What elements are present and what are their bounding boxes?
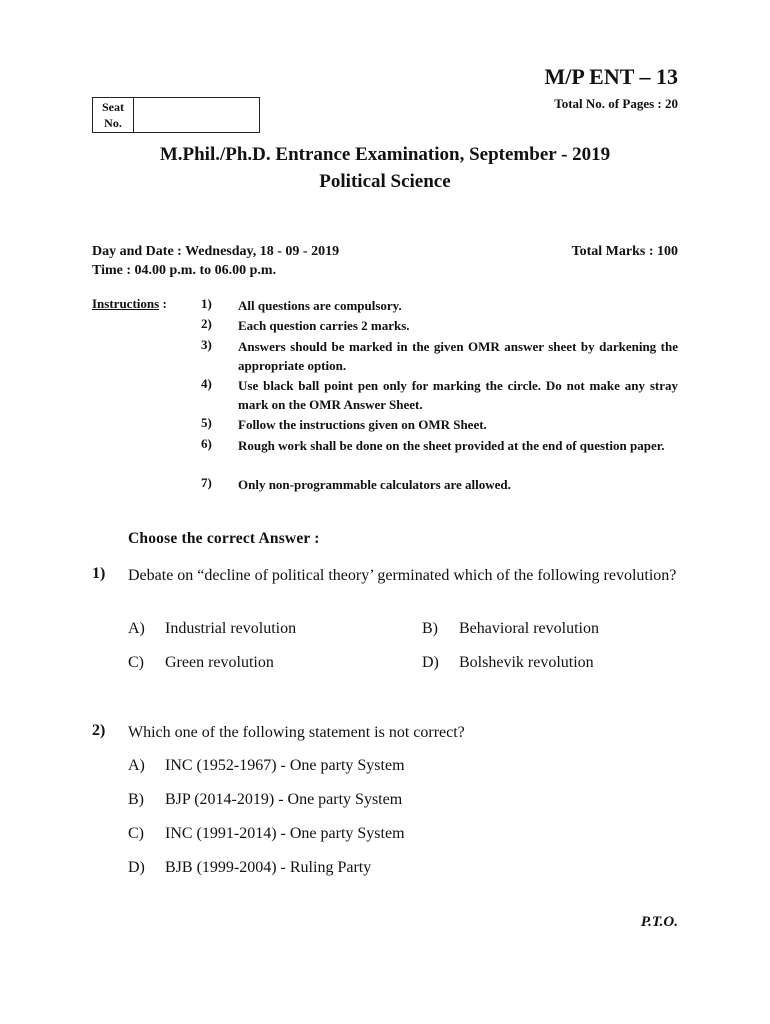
option-text: BJP (2014-2019) - One party System <box>165 791 403 808</box>
instructions-label-text: Instructions <box>92 296 160 311</box>
option-text: Bolshevik revolution <box>459 654 594 671</box>
option-text: Behavioral revolution <box>459 620 599 637</box>
seat-number-field <box>134 98 259 132</box>
option-text: BJB (1999-2004) - Ruling Party <box>165 859 372 876</box>
instruction-number: 3) <box>201 337 212 352</box>
question-text: Debate on “decline of political theory’ germinated which of the following revolution? <box>128 567 677 584</box>
option-letter: C) <box>128 825 144 842</box>
seat-number-label <box>93 98 134 132</box>
exam-time: Time : 04.00 p.m. to 06.00 p.m. <box>92 263 277 278</box>
total-marks: Total Marks : 100 <box>571 244 678 259</box>
instruction-number: 6) <box>201 436 212 451</box>
total-pages: Total No. of Pages : 20 <box>554 96 678 111</box>
exam-title: M.Phil./Ph.D. Entrance Examination, September - 2019 <box>159 144 611 165</box>
option-letter: A) <box>128 620 145 637</box>
question-text: Which one of the following statement is not correct? <box>128 724 465 741</box>
section-heading: Choose the correct Answer : <box>128 530 320 547</box>
instructions-label <box>92 296 167 312</box>
seat-label-line2: No. <box>104 116 122 130</box>
instruction-number: 1) <box>201 296 212 311</box>
paper-code: M/P ENT – 13 <box>544 64 678 89</box>
day-and-date: Day and Date : Wednesday, 18 - 09 - 2019 <box>92 244 340 259</box>
exam-subject: Political Science <box>319 171 451 192</box>
instruction-number: 5) <box>201 415 212 430</box>
option-text: Green revolution <box>165 654 274 671</box>
question-number: 2) <box>92 722 106 739</box>
instruction-text: All questions are compulsory. <box>238 298 402 313</box>
seat-number-box <box>92 97 260 133</box>
instruction-text: Each question carries 2 marks. <box>238 318 410 333</box>
option-letter: B) <box>128 791 144 808</box>
instruction-text: Answers should be marked in the given OMR answer sheet by darkening the appropriate option. <box>238 339 678 373</box>
instruction-text: Follow the instructions given on OMR Sheet. <box>238 417 487 432</box>
option-letter: B) <box>422 620 438 637</box>
instruction-text: Only non-programmable calculators are allowed. <box>238 477 511 492</box>
seat-label-line1: Seat <box>102 100 124 114</box>
instruction-text: Rough work shall be done on the sheet provided at the end of question paper. <box>238 438 665 453</box>
option-letter: D) <box>422 654 439 671</box>
option-text: INC (1991-2014) - One party System <box>165 825 405 842</box>
instruction-number: 7) <box>201 475 212 490</box>
instruction-text: Use black ball point pen only for marking the circle. Do not make any stray mark on the OMR Answer Sheet. <box>238 378 678 412</box>
option-letter: D) <box>128 859 145 876</box>
option-letter: A) <box>128 757 145 774</box>
please-turn-over: P.T.O. <box>640 914 678 930</box>
option-text: INC (1952-1967) - One party System <box>165 757 405 774</box>
option-letter: C) <box>128 654 144 671</box>
option-text: Industrial revolution <box>165 620 297 637</box>
question-number: 1) <box>92 565 106 582</box>
instruction-number: 2) <box>201 316 212 331</box>
instruction-number: 4) <box>201 376 212 391</box>
instructions-label-colon: : <box>159 296 167 311</box>
